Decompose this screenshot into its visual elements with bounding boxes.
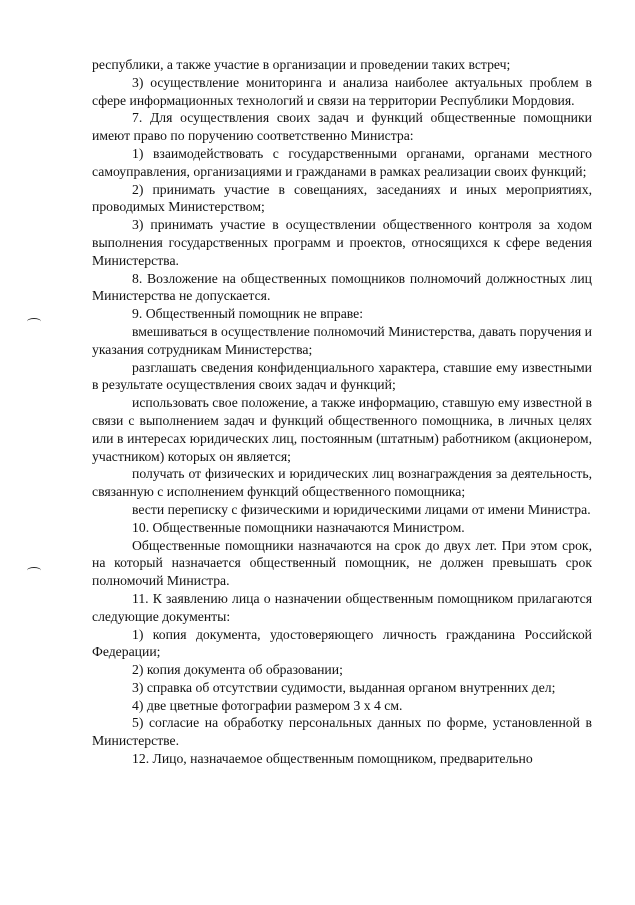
paragraph: 2) принимать участие в совещаниях, заседаниях и иных мероприятиях, проводимых Министерством;	[92, 181, 592, 215]
paragraph: 12. Лицо, назначаемое общественным помощником, предварительно	[132, 751, 533, 767]
paragraph: 2) копия документа об образовании;	[132, 662, 343, 678]
paragraph: 8. Возложение на общественных помощников полномочий должностных лиц Министерства не допускается.	[92, 270, 592, 304]
paragraph: 5) согласие на обработку персональных данных по форме, установленной в Министерстве.	[92, 715, 592, 749]
paragraph: 1) копия документа, удостоверяющего личность гражданина Российской Федерации;	[92, 626, 592, 660]
paragraph: 10. Общественные помощники назначаются Министром.	[132, 519, 465, 535]
paragraph: вмешиваться в осуществление полномочий Министерства, давать поручения и указания сотрудникам Министерства;	[92, 323, 592, 357]
paragraph: 7. Для осуществления своих задач и функций общественные помощники имеют право по поручению соответственно Министра:	[92, 110, 592, 144]
paragraph: 11. К заявлению лица о назначении общественным помощником прилагаются следующие документы:	[92, 590, 592, 624]
paragraph: использовать свое положение, а также информацию, ставшую ему известной в связи с выполнением задач и функций общественного помощника, в личных целях или в интересах юридических лиц, постоянным (штатным) работником (акционером, участником) которых он является;	[92, 395, 592, 464]
paragraph: разглашать сведения конфиденциального характера, ставшие ему известными в результате осуществления своих задач и функций;	[92, 359, 592, 393]
paragraph: Общественные помощники назначаются на срок до двух лет. При этом срок, на который назначается общественный помощник, не должен превышать срок полномочий Министра.	[92, 537, 592, 589]
document-page	[92, 56, 592, 768]
paragraph: республики, а также участие в организации и проведении таких встреч;	[92, 57, 511, 72]
paragraph: 3) принимать участие в осуществлении общественного контроля за ходом выполнения государственных программ и проектов, относящихся к сфере ведения Министерства.	[92, 217, 592, 268]
paragraph: 3) осуществление мониторинга и анализа наиболее актуальных проблем в сфере информационных технологий и связи на территории Республики Мордовия.	[92, 74, 592, 108]
margin-pencil-mark	[27, 567, 41, 574]
paragraph: вести переписку с физическими и юридическими лицами от имени Министра.	[132, 501, 591, 517]
paragraph: 4) две цветные фотографии размером 3 х 4 см.	[132, 697, 403, 713]
paragraph: 3) справка об отсутствии судимости, выданная органом внутренних дел;	[132, 679, 556, 695]
paragraph: 1) взаимодействовать с государственными органами, органами местного самоуправления, организациями и гражданами в рамках реализации своих функций;	[92, 145, 592, 179]
margin-pencil-mark	[27, 318, 41, 325]
paragraph: 9. Общественный помощник не вправе:	[132, 306, 364, 322]
paragraph: получать от физических и юридических лиц вознаграждения за деятельность, связанную с исполнением функций общественного помощника;	[92, 466, 592, 500]
